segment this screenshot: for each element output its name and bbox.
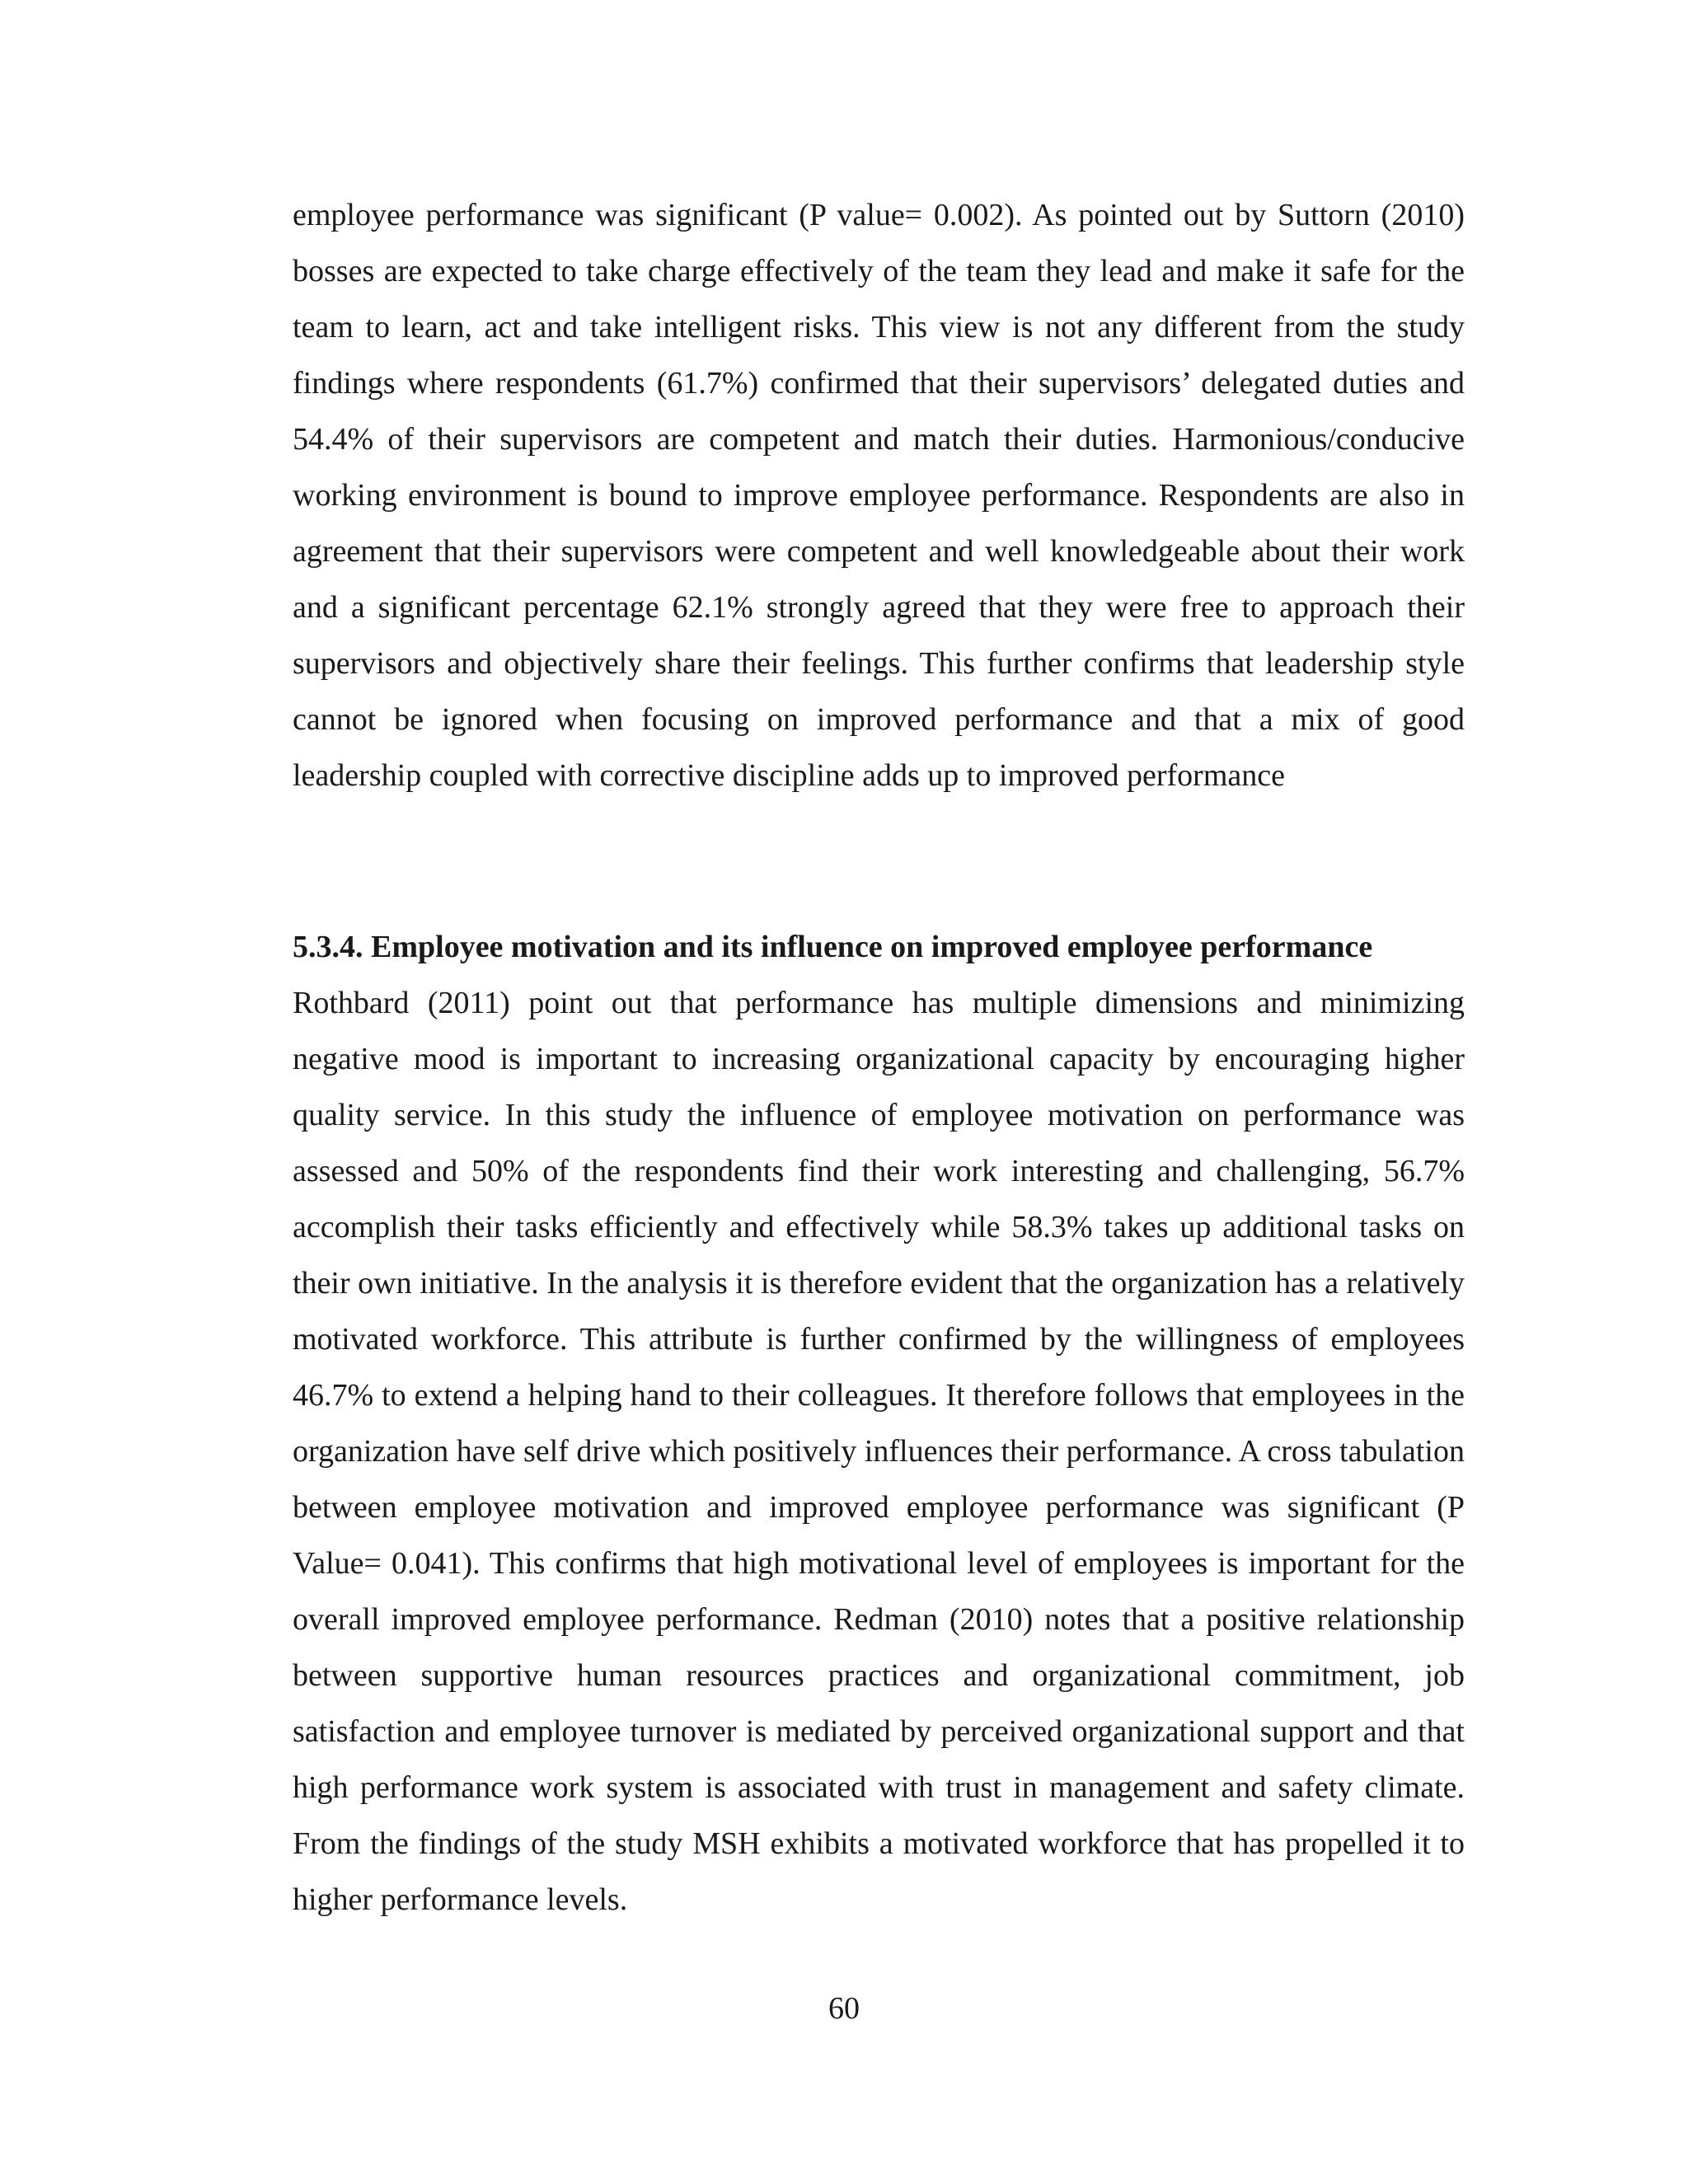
body-paragraph-1: employee performance was significant (P value= 0.002). As pointed out by Suttorn (2010) bosses are expected to take charge effectively of the team they lead and make it safe for the team to learn, act and take intelligent risks. This view is not any different from the study findings where respondents (61.7%) confirmed that their supervisors’ delegated duties and 54.4% of their supervisors are competent and match their duties. Harmonious/conducive working environment is bound to improve employee performance. Respondents are also in agreement that their supervisors were competent and well knowledgeable about their work and a significant percentage 62.1% strongly agreed that they were free to approach their supervisors and objectively share their feelings. This further confirms that leadership style cannot be ignored when focusing on improved performance and that a mix of good leadership coupled with corrective discipline adds up to improved performance [293,198,1465,793]
page-number: 60 [828,1991,860,2026]
body-paragraph-2: Rothbard (2011) point out that performance has multiple dimensions and minimizing negative mood is important to increasing organizational capacity by encouraging higher quality service. In this study the influence of employee motivation on performance was assessed and 50% of the respondents find their work interesting and challenging, 56.7% accomplish their tasks efficiently and effectively while 58.3% takes up additional tasks on their own initiative. In the analysis it is therefore evident that the organization has a relatively motivated workforce. This attribute is further confirmed by the willingness of employees 46.7% to extend a helping hand to their colleagues. It therefore follows that employees in the organization have self drive which positively influences their performance. A cross tabulation between employee motivation and improved employee performance was significant (P Value= 0.041). This confirms that high motivational level of employees is important for the overall improved employee performance. Redman (2010) notes that a positive relationship between supportive human resources practices and organizational commitment, job satisfaction and employee turnover is mediated by perceived organizational support and that high performance work system is associated with trust in management and safety climate. From the findings of the study MSH exhibits a motivated workforce that has propelled it to higher performance levels. [293,986,1465,1917]
section-heading: 5.3.4. Employee motivation and its influence on improved employee performance [293,930,1373,964]
